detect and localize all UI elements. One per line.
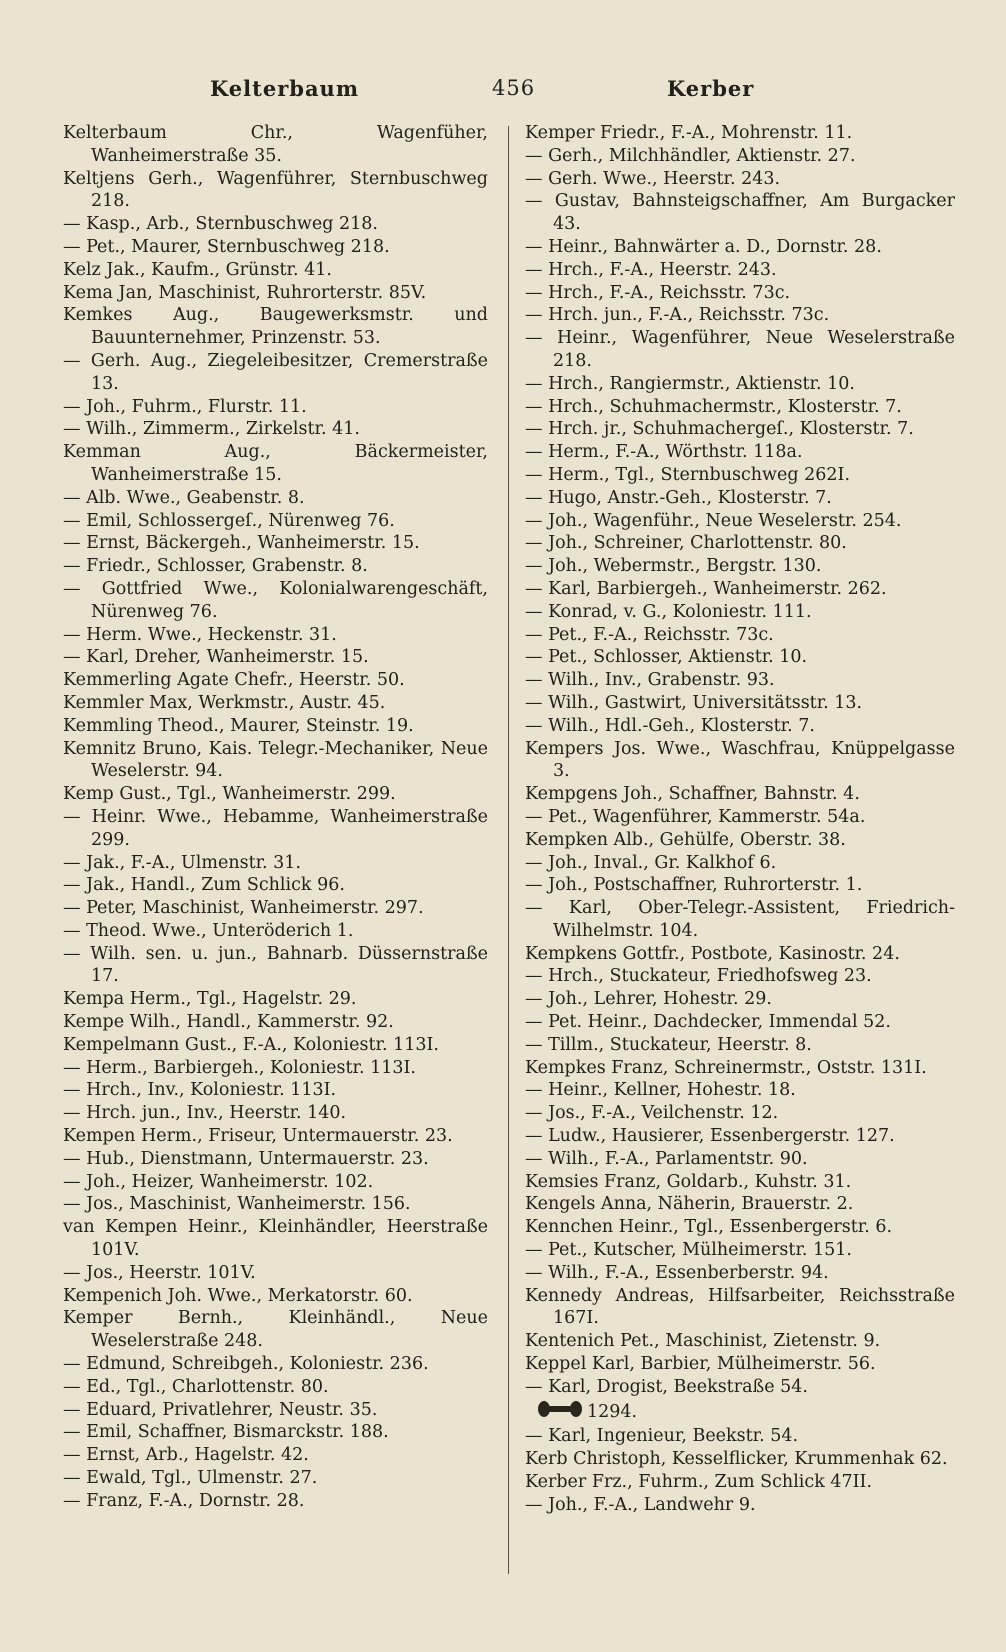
directory-entry: — Hrch. jun., F.-A., Reichsstr. 73c. <box>525 305 830 326</box>
directory-entry: Kempenich Joh. Wwe., Merkatorstr. 60. <box>63 1285 413 1306</box>
directory-entry: — Jos., Maschinist, Wanheimerstr. 156. <box>63 1194 411 1215</box>
directory-entry: Kempers Jos. Wwe., Waschfrau, Knüppelgasse 3. <box>525 738 955 782</box>
directory-entry: — Pet., Kutscher, Mülheimerstr. 151. <box>525 1240 852 1261</box>
directory-entry: — Joh., Lehrer, Hohestr. 29. <box>525 989 772 1010</box>
directory-entry: — Eduard, Privatlehrer, Neustr. 35. <box>63 1399 378 1420</box>
directory-entry: — Joh., Fuhrm., Flurstr. 11. <box>63 396 307 417</box>
directory-entry: — Hugo, Anstr.-Geh., Klosterstr. 7. <box>525 487 832 508</box>
directory-entry: — Wilh., F.-A., Essenberberstr. 94. <box>525 1262 829 1283</box>
directory-entry: Kelz Jak., Kaufm., Grünstr. 41. <box>63 259 332 280</box>
right-column <box>525 122 955 1517</box>
directory-entry: — Wilh., Hdl.-Geh., Klosterstr. 7. <box>525 715 815 736</box>
directory-entry: — Hrch., F.-A., Heerstr. 243. <box>525 259 777 280</box>
directory-entry: — Ed., Tgl., Charlottenstr. 80. <box>63 1376 329 1397</box>
directory-entry: — Konrad, v. G., Koloniestr. 111. <box>525 601 812 622</box>
directory-entry: — Hrch. jr., Schuhmachergeſ., Klosterstr. 7. <box>525 419 914 440</box>
directory-entry: Kemper Friedr., F.-A., Mohrenstr. 11. <box>525 123 853 143</box>
directory-entry: — Pet., F.-A., Reichsstr. 73c. <box>525 624 774 645</box>
directory-entry: — Gustav, Bahnsteigschaffner, Am Burgacker 43. <box>525 191 955 235</box>
directory-entry: Keltjens Gerh., Wagenführer, Sternbuschweg 218. <box>63 168 488 212</box>
directory-entry: — Joh., Heizer, Wanheimerstr. 102. <box>63 1171 374 1192</box>
directory-entry: Kennchen Heinr., Tgl., Essenbergerstr. 6. <box>525 1217 893 1238</box>
directory-entry: — Wilh., F.-A., Parlamentstr. 90. <box>525 1148 808 1169</box>
directory-entry: Kemmling Theod., Maurer, Steinstr. 19. <box>63 715 414 736</box>
directory-entry: — Franz, F.-A., Dornstr. 28. <box>63 1490 305 1511</box>
directory-entry: Kempken Alb., Gehülfe, Oberstr. 38. <box>525 829 846 850</box>
directory-entry: — Heinr., Kellner, Hohestr. 18. <box>525 1080 796 1101</box>
directory-entry: Kemman Aug., Bäckermeister, Wanheimerstraße 15. <box>63 442 488 485</box>
directory-entry: — Karl, Barbiergeh., Wanheimerstr. 262. <box>525 578 887 599</box>
directory-entry: — Gottfried Wwe., Kolonialwarengeschäft, Nürenweg 76. <box>63 578 488 622</box>
directory-entry: — Heinr., Wagenführer, Neue Weselerstraße 218. <box>525 328 955 371</box>
directory-entry: — Pet., Maurer, Sternbuschweg 218. <box>63 236 390 257</box>
directory-entry: — Karl, Ingenieur, Beekstr. 54. <box>525 1426 799 1447</box>
directory-entry: Kelterbaum Chr., Wagenfüher, Wanheimerstraße 35. <box>63 123 488 166</box>
directory-entry: — Herm., Tgl., Sternbuschweg 262I. <box>525 464 851 485</box>
directory-entry: — Emil, Schaffner, Bismarckstr. 188. <box>63 1422 389 1443</box>
directory-entry: Kemmerling Agate Chefr., Heerstr. 50. <box>63 670 405 691</box>
directory-entry: — Peter, Maschinist, Wanheimerstr. 297. <box>63 898 424 919</box>
running-head-right: Kerber <box>667 76 755 101</box>
directory-entry: — Theod. Wwe., Unteröderich 1. <box>63 920 354 941</box>
running-head-left: Kelterbaum <box>210 76 360 101</box>
directory-entry: Kemkes Aug., Baugewerksmstr. und Bauunternehmer, Prinzenstr. 53. <box>63 305 488 349</box>
directory-entry: — Pet., Schlosser, Aktienstr. 10. <box>525 647 808 668</box>
directory-entry: — Herm., F.-A., Wörthstr. 118a. <box>525 442 803 463</box>
directory-entry: — Hrch., Stuckateur, Friedhofsweg 23. <box>525 966 872 987</box>
directory-entry: — Joh., Webermstr., Bergstr. 130. <box>525 556 822 577</box>
directory-entry: Kema Jan, Maschinist, Ruhrorterstr. 85V. <box>63 282 427 303</box>
page-number: 456 <box>492 76 536 100</box>
directory-entry: — Hrch., Rangiermstr., Aktienstr. 10. <box>525 373 855 394</box>
directory-entry: Kemsies Franz, Goldarb., Kuhstr. 31. <box>525 1171 852 1192</box>
directory-entry: Kemmler Max, Werkmstr., Austr. 45. <box>63 692 386 713</box>
directory-entry: — Heinr., Bahnwärter a. D., Dornstr. 28. <box>525 236 882 257</box>
directory-entry: — Joh., Inval., Gr. Kalkhof 6. <box>525 852 777 873</box>
directory-entry: — Joh., Schreiner, Charlottenstr. 80. <box>525 533 847 554</box>
directory-entry: Kempkens Gottfr., Postbote, Kasinostr. 24. <box>525 943 900 964</box>
directory-entry: — Jak., F.-A., Ulmenstr. 31. <box>63 852 302 873</box>
directory-entry: — Wilh. sen. u. jun., Bahnarb. Düssernstraße 17. <box>63 943 488 987</box>
directory-entry: Kempa Herm., Tgl., Hagelstr. 29. <box>63 989 357 1010</box>
directory-entry: — Friedr., Schlosser, Grabenstr. 8. <box>63 556 368 577</box>
directory-entry: — Emil, Schlossergeſ., Nürenweg 76. <box>63 510 395 531</box>
directory-entry: — Joh., F.-A., Landwehr 9. <box>525 1494 756 1515</box>
directory-entry: — Ewald, Tgl., Ulmenstr. 27. <box>63 1468 318 1489</box>
directory-entry: Kennedy Andreas, Hilfsarbeiter, Reichsstraße 167I. <box>525 1285 955 1329</box>
directory-entry: — Ludw., Hausierer, Essenbergerstr. 127. <box>525 1126 895 1147</box>
directory-entry: — Jak., Handl., Zum Schlick 96. <box>63 875 345 896</box>
directory-entry: Keppel Karl, Barbier, Mülheimerstr. 56. <box>525 1354 876 1375</box>
directory-entry: — Karl, Dreher, Wanheimerstr. 15. <box>63 647 369 668</box>
left-column <box>63 122 488 1513</box>
directory-entry: — Ernst, Arb., Hagelstr. 42. <box>63 1445 309 1466</box>
directory-entry: — Hrch., Inv., Koloniestr. 113I. <box>63 1080 337 1101</box>
directory-entry: — Hrch. jun., Inv., Heerstr. 140. <box>63 1103 347 1124</box>
directory-entry: — Karl, Ober-Telegr.-Assistent, Friedrich-Wilhelmstr. 104. <box>525 898 955 941</box>
directory-entry: Kempkes Franz, Schreinermstr., Oststr. 131I. <box>525 1057 927 1078</box>
directory-entry: — Wilh., Gastwirt, Universitätsstr. 13. <box>525 692 863 713</box>
directory-entry: — Wilh., Inv., Grabenstr. 93. <box>525 670 775 691</box>
directory-entry: — Hub., Dienstmann, Untermauerstr. 23. <box>63 1148 429 1169</box>
directory-entry: Kerber Frz., Fuhrm., Zum Schlick 47II. <box>525 1472 873 1493</box>
directory-entry: — Tillm., Stuckateur, Heerstr. 8. <box>525 1034 812 1055</box>
directory-entry: — Gerh., Milchhändler, Aktienstr. 27. <box>525 145 856 166</box>
directory-entry: — Joh., Postschaffner, Ruhrorterstr. 1. <box>525 875 863 896</box>
directory-entry: Kemper Bernh., Kleinhändl., Neue Weselerstraße 248. <box>63 1308 488 1352</box>
directory-entry: — Ernst, Bäckergeh., Wanheimerstr. 15. <box>63 533 420 554</box>
directory-entry: Kentenich Pet., Maschinist, Zietenstr. 9. <box>525 1331 881 1352</box>
directory-entry: 1294. <box>525 1399 955 1426</box>
column-divider <box>508 126 509 1574</box>
directory-entry: — Kasp., Arb., Sternbuschweg 218. <box>63 214 378 235</box>
directory-entry: — Gerh. Wwe., Heerstr. 243. <box>525 168 781 189</box>
directory-entry: — Karl, Drogist, Beekstraße 54. <box>525 1376 808 1397</box>
directory-entry: Kengels Anna, Näherin, Brauerstr. 2. <box>525 1194 854 1215</box>
directory-entry: — Pet. Heinr., Dachdecker, Immendal 52. <box>525 1012 891 1033</box>
telephone-icon <box>565 1399 583 1426</box>
directory-entry: — Gerh. Aug., Ziegeleibesitzer, Cremerstraße 13. <box>63 350 488 394</box>
directory-entry: Kemp Gust., Tgl., Wanheimerstr. 299. <box>63 784 396 805</box>
directory-entry: Kempen Herm., Friseur, Untermauerstr. 23. <box>63 1126 453 1147</box>
directory-entry: — Hrch., F.-A., Reichsstr. 73c. <box>525 282 791 303</box>
directory-entry: Kempgens Joh., Schaffner, Bahnstr. 4. <box>525 784 860 805</box>
directory-entry: — Joh., Wagenführ., Neue Weselerstr. 254. <box>525 510 902 531</box>
directory-entry: — Heinr. Wwe., Hebamme, Wanheimerstraße 299. <box>63 806 488 850</box>
directory-entry: Kemnitz Bruno, Kais. Telegr.-Mechaniker, Neue Weselerstr. 94. <box>63 738 488 782</box>
directory-entry: — Herm., Barbiergeh., Koloniestr. 113I. <box>63 1057 416 1078</box>
directory-entry: Kerb Christoph, Kesselflicker, Krummenhak 62. <box>525 1449 948 1470</box>
directory-entry: — Jos., Heerstr. 101V. <box>63 1262 256 1283</box>
directory-entry: van Kempen Heinr., Kleinhändler, Heerstraße 101V. <box>63 1217 488 1261</box>
directory-entry: Kempelmann Gust., F.-A., Koloniestr. 113I. <box>63 1034 439 1055</box>
directory-entry: — Herm. Wwe., Heckenstr. 31. <box>63 624 337 645</box>
directory-entry: — Wilh., Zimmerm., Zirkelstr. 41. <box>63 419 360 440</box>
directory-entry: — Pet., Wagenführer, Kammerstr. 54a. <box>525 806 866 827</box>
directory-entry: — Jos., F.-A., Veilchenstr. 12. <box>525 1103 779 1124</box>
directory-entry: — Edmund, Schreibgeh., Koloniestr. 236. <box>63 1354 429 1375</box>
directory-entry: — Hrch., Schuhmachermstr., Klosterstr. 7. <box>525 396 902 417</box>
directory-entry: — Alb. Wwe., Geabenstr. 8. <box>63 487 305 508</box>
directory-entry: Kempe Wilh., Handl., Kammerstr. 92. <box>63 1012 394 1033</box>
